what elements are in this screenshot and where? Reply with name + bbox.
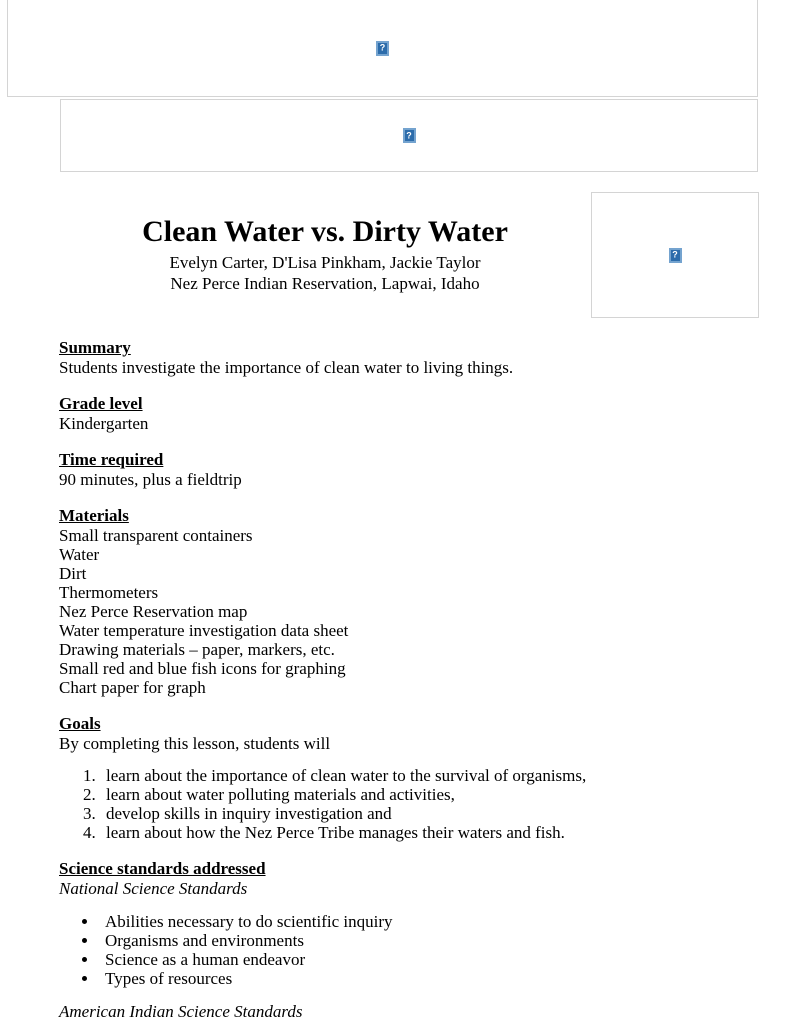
broken-image-icon	[403, 128, 416, 143]
standard-item: • Organisms and environments	[99, 931, 759, 950]
location-line: Nez Perce Indian Reservation, Lapwai, Idaho	[170, 273, 480, 293]
materials-item: Dirt	[59, 564, 87, 583]
standard-item: • Abilities necessary to do scientific inquiry	[99, 912, 759, 931]
section-summary	[59, 338, 759, 377]
goal-item: 2. learn about water polluting materials and activities,	[100, 785, 759, 804]
goal-item: 4. learn about how the Nez Perce Tribe manages their waters and fish.	[100, 823, 759, 842]
standard-item: • Science as a human endeavor	[99, 950, 759, 969]
broken-image-icon	[376, 41, 389, 56]
materials-item: Nez Perce Reservation map	[59, 602, 248, 621]
goal-item: 1. learn about the importance of clean water to the survival of organisms,	[100, 766, 759, 785]
materials-item: Small red and blue fish icons for graphing	[59, 659, 346, 678]
materials-item: Drawing materials – paper, markers, etc.	[59, 640, 335, 659]
materials-item: Chart paper for graph	[59, 678, 206, 697]
goals-heading: Goals	[59, 714, 101, 733]
secondary-banner-frame	[60, 99, 758, 172]
materials-item: Thermometers	[59, 583, 159, 602]
time-required-text: 90 minutes, plus a fieldtrip	[59, 470, 242, 489]
national-standards-list	[59, 912, 759, 988]
summary-heading: Summary	[59, 338, 131, 357]
section-goals	[59, 714, 759, 842]
summary-text: Students investigate the importance of clean water to living things.	[59, 358, 514, 377]
science-standards-heading: Science standards addressed	[59, 859, 266, 878]
section-grade-level	[59, 394, 759, 433]
header-image-frame	[591, 192, 759, 318]
document-header	[0, 192, 800, 322]
materials-item: Water	[59, 545, 100, 564]
goals-intro: By completing this lesson, students will	[59, 734, 331, 753]
materials-list	[59, 526, 759, 697]
page-title: Clean Water vs. Dirty Water	[142, 215, 508, 248]
title-text-group	[60, 192, 590, 294]
goals-list	[59, 766, 759, 842]
goal-item: 3. develop skills in inquiry investigation and	[100, 804, 759, 823]
top-banner-frame	[7, 0, 758, 97]
materials-heading: Materials	[59, 506, 129, 525]
national-standards-subheading: National Science Standards	[59, 879, 248, 898]
broken-image-icon	[669, 248, 682, 263]
section-materials	[59, 506, 759, 697]
american-indian-standards-subheading: American Indian Science Standards	[59, 1002, 303, 1021]
section-spacer	[59, 988, 759, 1002]
materials-item: Water temperature investigation data sheet	[59, 621, 349, 640]
section-science-standards	[59, 859, 759, 1022]
materials-item: Small transparent containers	[59, 526, 253, 545]
standard-item: • Types of resources	[99, 969, 759, 988]
grade-level-text: Kindergarten	[59, 414, 149, 433]
section-time-required	[59, 450, 759, 489]
author-line: Evelyn Carter, D'Lisa Pinkham, Jackie Taylor	[169, 253, 481, 273]
time-required-heading: Time required	[59, 450, 164, 469]
grade-level-heading: Grade level	[59, 394, 143, 413]
lesson-content	[59, 338, 759, 1022]
